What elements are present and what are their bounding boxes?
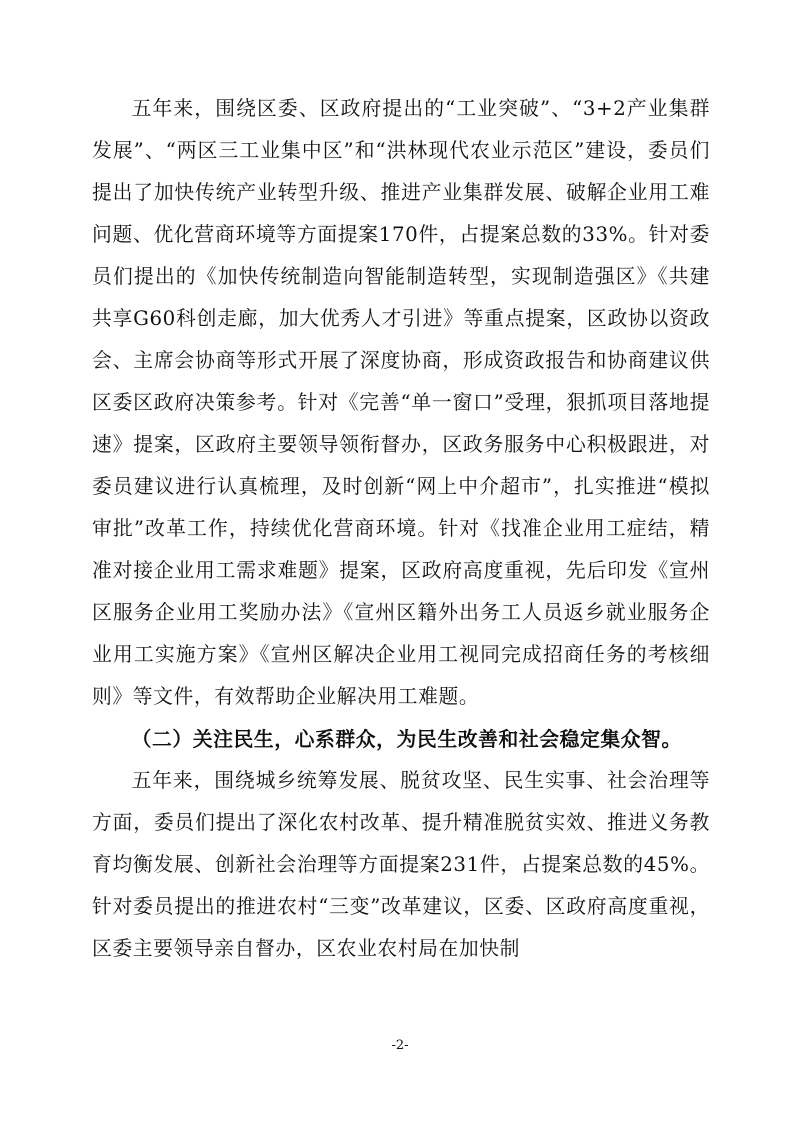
- paragraph-industry: 五年来，围绕区委、区政府提出的“工业突破”、“3+2产业集群发展”、“两区三工业集中区”和“洪林现代农业示范区”建设，委员们提出了加快传统产业转型升级、推进产业集群发展、破解企业用工难问题、优化营商环境等方面提案170件，占提案总数的33%。针对委员们提出的《加快传统制造向智能制造转型，实现制造强区》《共建共享G60科创走廊，加大优秀人才引进》等重点提案，区政协以资政会、主席会协商等形式开展了深度协商，形成资政报告和协商建议供区委区政府决策参考。针对《完善“单一窗口”受理，狠抓项目落地提速》提案，区政府主要领导领衔督办，区政务服务中心积极跟进，对委员建议进行认真梳理，及时创新“网上中介超市”，扎实推进“模拟审批”改革工作，持续优化营商环境。针对《找准企业用工症结，精准对接企业用工需求难题》提案，区政府高度重视，先后印发《宣州区服务企业用工奖励办法》《宣州区籍外出务工人员返乡就业服务企业用工实施方案》《宣州区解决企业用工视同完成招商任务的考核细则》等文件，有效帮助企业解决用工难题。: [92, 97, 710, 708]
- paragraph-livelihood: 五年来，围绕城乡统筹发展、脱贫攻坚、民生实事、社会治理等方面，委员们提出了深化农村改革、提升精准脱贫实效、推进义务教育均衡发展、创新社会治理等方面提案231件，占提案总数的45%。针对委员提出的推进农村“三变”改革建议，区委、区政府高度重视，区委主要领导亲自督办，区农业农村局在加快制: [92, 769, 710, 960]
- document-page: [92, 88, 710, 970]
- page-number: -2-: [391, 1038, 409, 1053]
- section-heading: （二）关注民生，心系群众，为民生改善和社会稳定集众智。: [131, 727, 682, 751]
